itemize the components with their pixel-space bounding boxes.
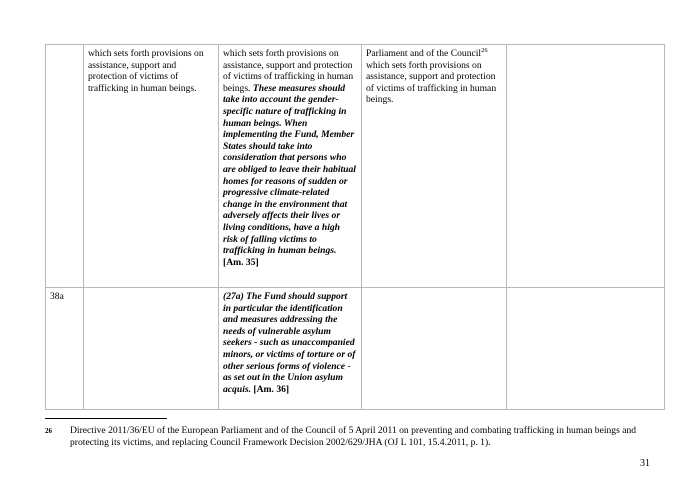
compromise-cell	[507, 288, 665, 410]
council-position-cell	[362, 45, 507, 288]
footnote-reference: 26	[481, 47, 488, 54]
council-text-prefix: Parliament and of the Council	[366, 48, 482, 59]
amendment-reference: [Am. 35]	[223, 256, 259, 268]
unchanged-text: which sets forth provisions on assistance, support and protection of victims of trafficking in human beings.	[223, 48, 354, 94]
amendment-reference: [Am. 36]	[253, 383, 290, 395]
amended-text: These measures should take into account the gender-specific nature of trafficking in human beings. When implementing the Fund, Member States should take into consideration that persons who are obliged to leave their habitual homes for reasons of sudden or progressive climate-related change in the environment that adversely affects their lives or living conditions, have a high risk of falling victims to trafficking in human beings.	[223, 82, 356, 257]
parliament-position-cell	[219, 288, 362, 410]
table-row	[46, 288, 665, 410]
footnote-text: Directive 2011/36/EU of the European Parliament and of the Council of 5 April 2011 on preventing and combating trafficking in human beings and protecting its victims, and replacing Council Framework Decision 2002/629/JHA (OJ L 101, 15.4.2011, p. 1).	[70, 425, 637, 448]
footnote-number: 26	[45, 427, 52, 435]
comparison-table	[45, 44, 665, 410]
row-number-cell: 38a	[46, 288, 84, 410]
table-row	[46, 45, 665, 288]
commission-proposal-cell	[84, 288, 219, 410]
commission-proposal-cell: which sets forth provisions on assistance, support and protection of victims of trafficking in human beings.	[84, 45, 219, 288]
footnote-divider	[45, 418, 167, 419]
row-number-cell	[46, 45, 84, 288]
compromise-cell	[507, 45, 665, 288]
parliament-position-cell	[219, 45, 362, 288]
council-position-cell	[362, 288, 507, 410]
council-text: which sets forth provisions on assistance, support and protection of victims of trafficking in human beings.	[366, 59, 497, 106]
footnote	[45, 425, 665, 449]
page-number: 31	[640, 458, 650, 469]
amended-text: (27a) The Fund should support in particular the identification and measures addressing the needs of vulnerable asylum seekers - such as unaccompanied minors, or victims of torture or of other serious forms of violence - as set out in the Union asylum acquis.	[223, 291, 356, 395]
